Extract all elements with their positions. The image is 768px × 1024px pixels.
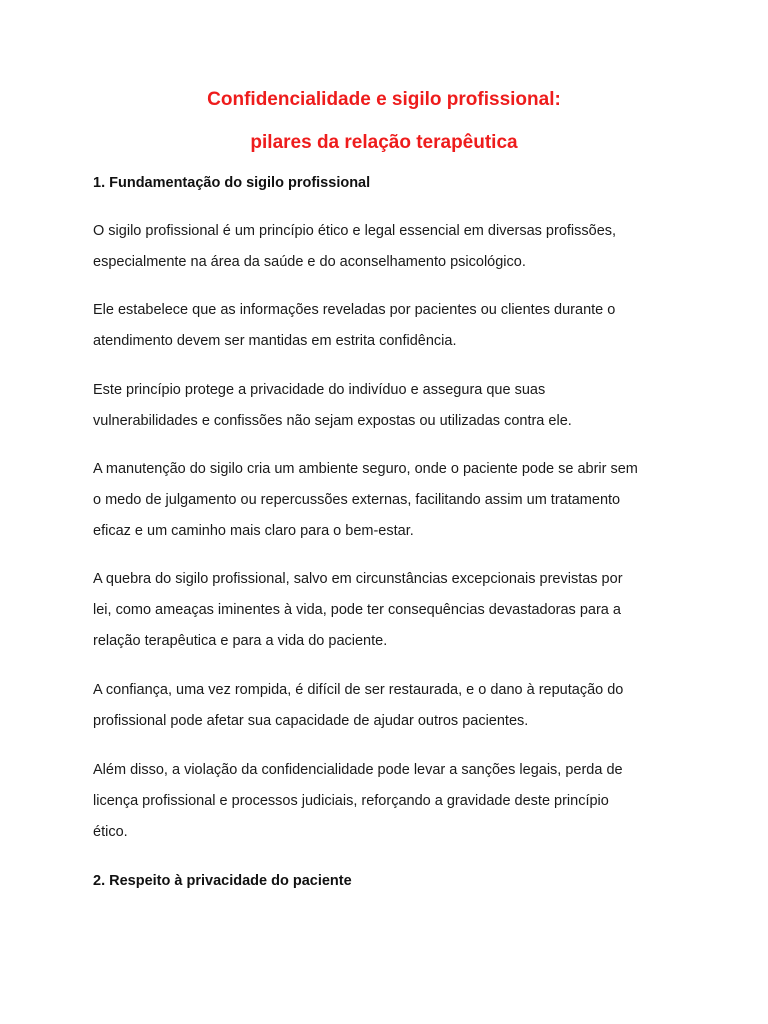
paragraph-line: eficaz e um caminho mais claro para o bem-estar. (93, 523, 414, 539)
paragraph-7 (93, 755, 683, 848)
paragraph-2 (93, 295, 683, 357)
paragraph-1 (93, 216, 683, 278)
paragraph-4 (93, 454, 683, 547)
paragraph-6 (93, 675, 683, 737)
paragraph-line: vulnerabilidades e confissões não sejam expostas ou utilizadas contra ele. (93, 413, 572, 429)
paragraph-line: Ele estabelece que as informações reveladas por pacientes ou clientes durante o (93, 302, 616, 318)
paragraph-line: licença profissional e processos judiciais, reforçando a gravidade deste princípio (93, 793, 609, 809)
paragraph-3 (93, 375, 683, 437)
document-title-line-1: Confidencialidade e sigilo profissional: (207, 89, 561, 110)
paragraph-line: A confiança, uma vez rompida, é difícil de ser restaurada, e o dano à reputação do (93, 682, 624, 698)
section-2-heading: 2. Respeito à privacidade do paciente (93, 873, 352, 889)
section-1-heading: 1. Fundamentação do sigilo profissional (93, 175, 371, 191)
paragraph-line: relação terapêutica e para a vida do paciente. (93, 633, 388, 649)
paragraph-line: A manutenção do sigilo cria um ambiente seguro, onde o paciente pode se abrir sem (93, 461, 638, 477)
paragraph-line: O sigilo profissional é um princípio ético e legal essencial em diversas profissões, (93, 223, 617, 239)
paragraph-line: profissional pode afetar sua capacidade de ajudar outros pacientes. (93, 713, 529, 729)
paragraph-line: atendimento devem ser mantidas em estrita confidência. (93, 333, 457, 349)
paragraph-line: lei, como ameaças iminentes à vida, pode ter consequências devastadoras para a (93, 602, 621, 618)
paragraph-5 (93, 564, 683, 657)
paragraph-line: o medo de julgamento ou repercussões externas, facilitando assim um tratamento (93, 492, 621, 508)
paragraph-line: Além disso, a violação da confidencialidade pode levar a sanções legais, perda de (93, 762, 623, 778)
paragraph-line: especialmente na área da saúde e do aconselhamento psicológico. (93, 254, 526, 270)
document-title-line-2: pilares da relação terapêutica (250, 132, 518, 153)
paragraph-line: A quebra do sigilo profissional, salvo em circunstâncias excepcionais previstas por (93, 571, 623, 587)
paragraph-line: Este princípio protege a privacidade do indivíduo e assegura que suas (93, 382, 546, 398)
paragraph-line: ético. (93, 824, 128, 840)
